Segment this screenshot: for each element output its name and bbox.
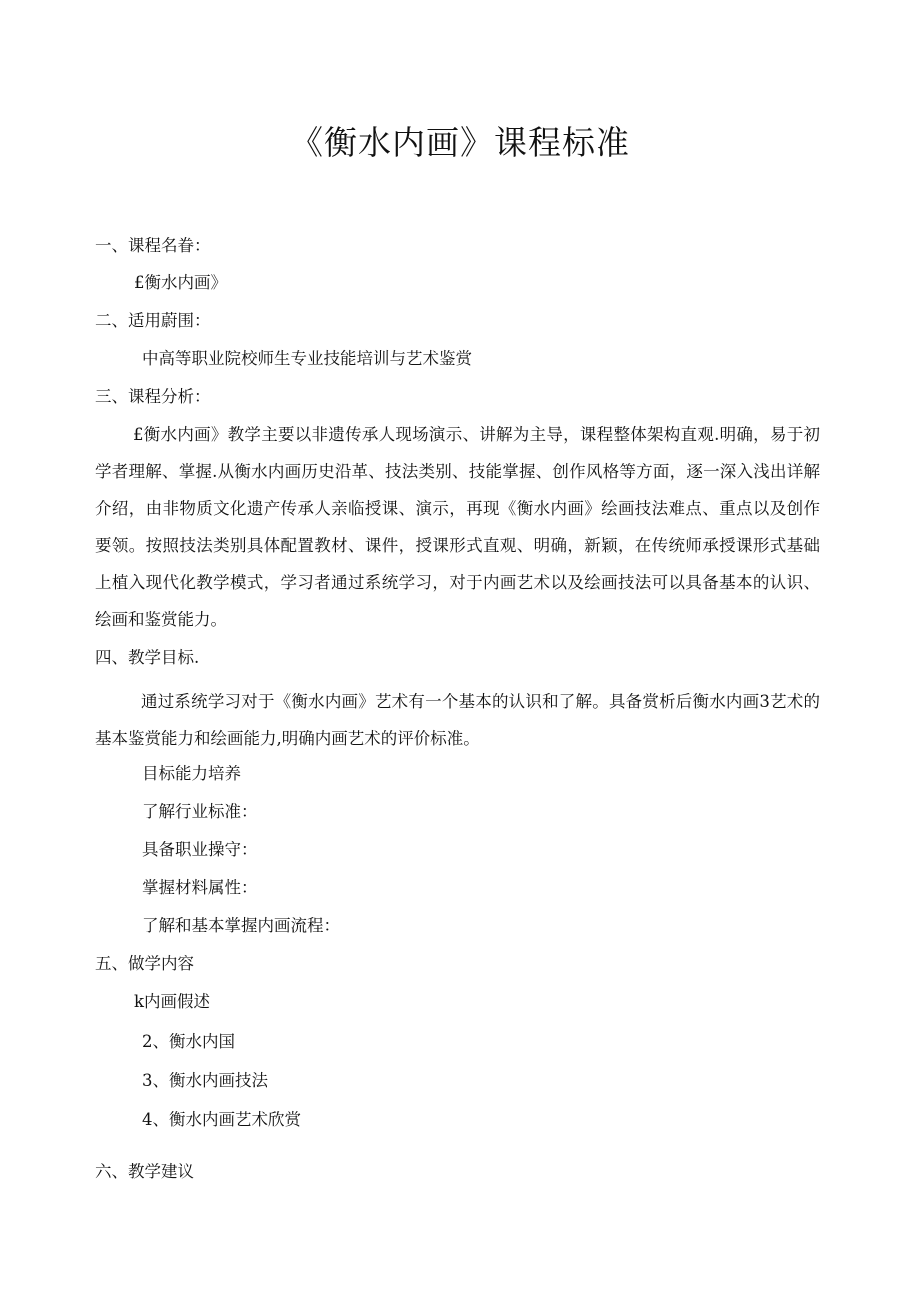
teaching-goal-paragraph: 通过系统学习对于《衡水内画》艺术有一个基本的认识和了解。具备赏析后衡水内画3艺术的基本鉴赏能力和绘画能力,明确内画艺术的评价标准。 (95, 692, 820, 748)
goal-item: 掌握材料属性： (142, 878, 258, 897)
goal-item: 目标能力培养 (142, 764, 241, 783)
content-item: k内画假述 (134, 992, 210, 1011)
section-2-heading: 二、适用蔚围： (95, 311, 211, 330)
content-item: 4、衡水内画艺术欣赏 (142, 1110, 301, 1129)
course-name: £衡水内画》 (134, 273, 227, 292)
section-5-heading: 五、做学内容 (95, 954, 194, 973)
goal-item: 了解行业标准： (142, 802, 258, 821)
goal-item: 具备职业操守： (142, 840, 258, 859)
section-6-heading: 六、教学建议 (95, 1162, 194, 1181)
section-4-heading: 四、教学目标. (95, 648, 200, 667)
section-3-heading: 三、课程分析： (95, 387, 211, 406)
section-1-heading: 一、课程名眷： (95, 236, 211, 255)
course-analysis-paragraph: £衡水内画》教学主要以非遗传承人现场演示、讲解为主导，课程整体架构直观.明确，易于初学者理解、掌握.从衡水内画历史沿革、技法类别、技能掌握、创作风格等方面，逐一深入浅出详解介绍，由非物质文化遗产传承人亲临授课、演示，再现《衡水内画》绘画技法难点、重点以及创作要领。按照技法类别具体配置教材、课件，授课形式直观、明确，新颖，在传统师承授课形式基础上植入现代化教学模式，学习者通过系统学习，对于内画艺术以及绘画技法可以具备基本的认识、绘画和鉴赏能力。 (95, 425, 820, 629)
goal-item: 了解和基本掌握内画流程： (142, 916, 340, 935)
applicable-scope: 中高等职业院校师生专业技能培训与艺术鉴赏 (142, 349, 472, 368)
document-title: 《衡水内画》课程标准 (290, 123, 630, 162)
content-item: 2、衡水内国 (142, 1032, 235, 1051)
content-item: 3、衡水内画技法 (142, 1071, 268, 1090)
